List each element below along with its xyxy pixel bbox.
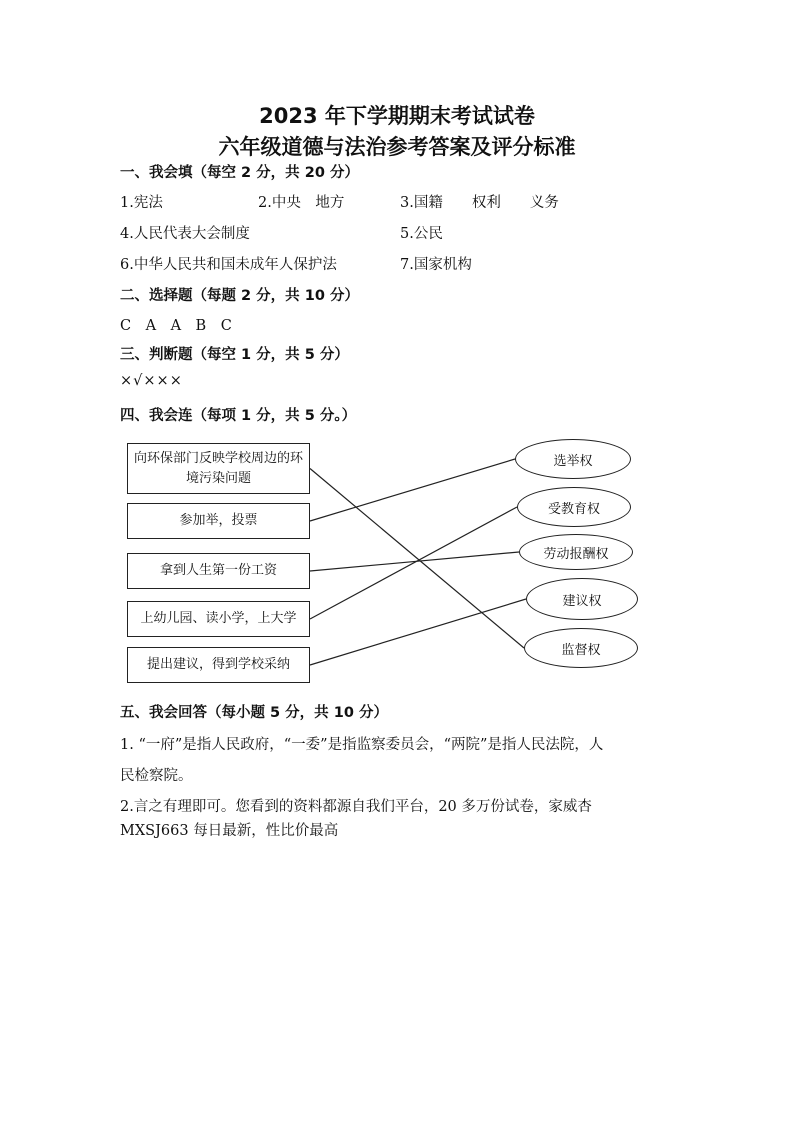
left-item-5: 提出建议，得到学校采纳 [127, 647, 310, 683]
answer-q2-line-2: MXSJ663 每日最新，性比价最高 [120, 823, 339, 839]
left-item-4: 上幼儿园、读小学，上大学 [127, 601, 310, 637]
answer-3: 3.国籍 权利 义务 [400, 195, 559, 211]
left-item-1: 向环保部门反映学校周边的环境污染问题 [127, 443, 310, 494]
title-line-1: 2023 年下学期期末考试试卷 [259, 104, 535, 128]
answer-5: 5.公民 [400, 226, 443, 242]
connection-line-1 [310, 469, 524, 649]
answer-q2-line-1: 2.言之有理即可。您看到的资料都源自我们平台，20 多万份试卷，家威杏 [120, 799, 592, 815]
right-item-5: 监督权 [524, 628, 638, 668]
judgment-answers: ×√××× [120, 373, 183, 389]
answer-7: 7.国家机构 [400, 257, 472, 273]
title-line-2: 六年级道德与法治参考答案及评分标准 [218, 135, 576, 159]
section-1-heading: 一、我会填（每空 2 分，共 20 分） [120, 165, 359, 181]
right-item-3: 劳动报酬权 [519, 534, 633, 570]
connection-line-5 [310, 599, 526, 665]
answer-1: 1.宪法 [120, 195, 163, 211]
connection-line-4 [310, 507, 517, 619]
section-5-heading: 五、我会回答（每小题 5 分，共 10 分） [120, 705, 388, 721]
answer-4: 4.人民代表大会制度 [120, 226, 250, 242]
section-2-heading: 二、选择题（每题 2 分，共 10 分） [120, 288, 359, 304]
right-item-4: 建议权 [526, 578, 638, 620]
right-item-1: 选举权 [515, 439, 631, 479]
section-4-heading: 四、我会连（每项 1 分，共 5 分。） [120, 408, 357, 424]
answer-q1-line-1: 1. “一府”是指人民政府，“一委”是指监察委员会，“两院”是指人民法院，人 [120, 737, 604, 753]
choice-answers: C A A B C [120, 318, 232, 334]
answer-2: 2.中央 地方 [258, 195, 345, 211]
connection-line-3 [310, 552, 519, 571]
connection-line-2 [310, 459, 515, 521]
answer-q1-line-2: 民检察院。 [120, 768, 193, 784]
left-item-3: 拿到人生第一份工资 [127, 553, 310, 589]
left-item-2: 参加举，投票 [127, 503, 310, 539]
right-item-2: 受教育权 [517, 487, 631, 527]
section-3-heading: 三、判断题（每空 1 分，共 5 分） [120, 347, 349, 363]
answer-6: 6.中华人民共和国未成年人保护法 [120, 257, 337, 273]
